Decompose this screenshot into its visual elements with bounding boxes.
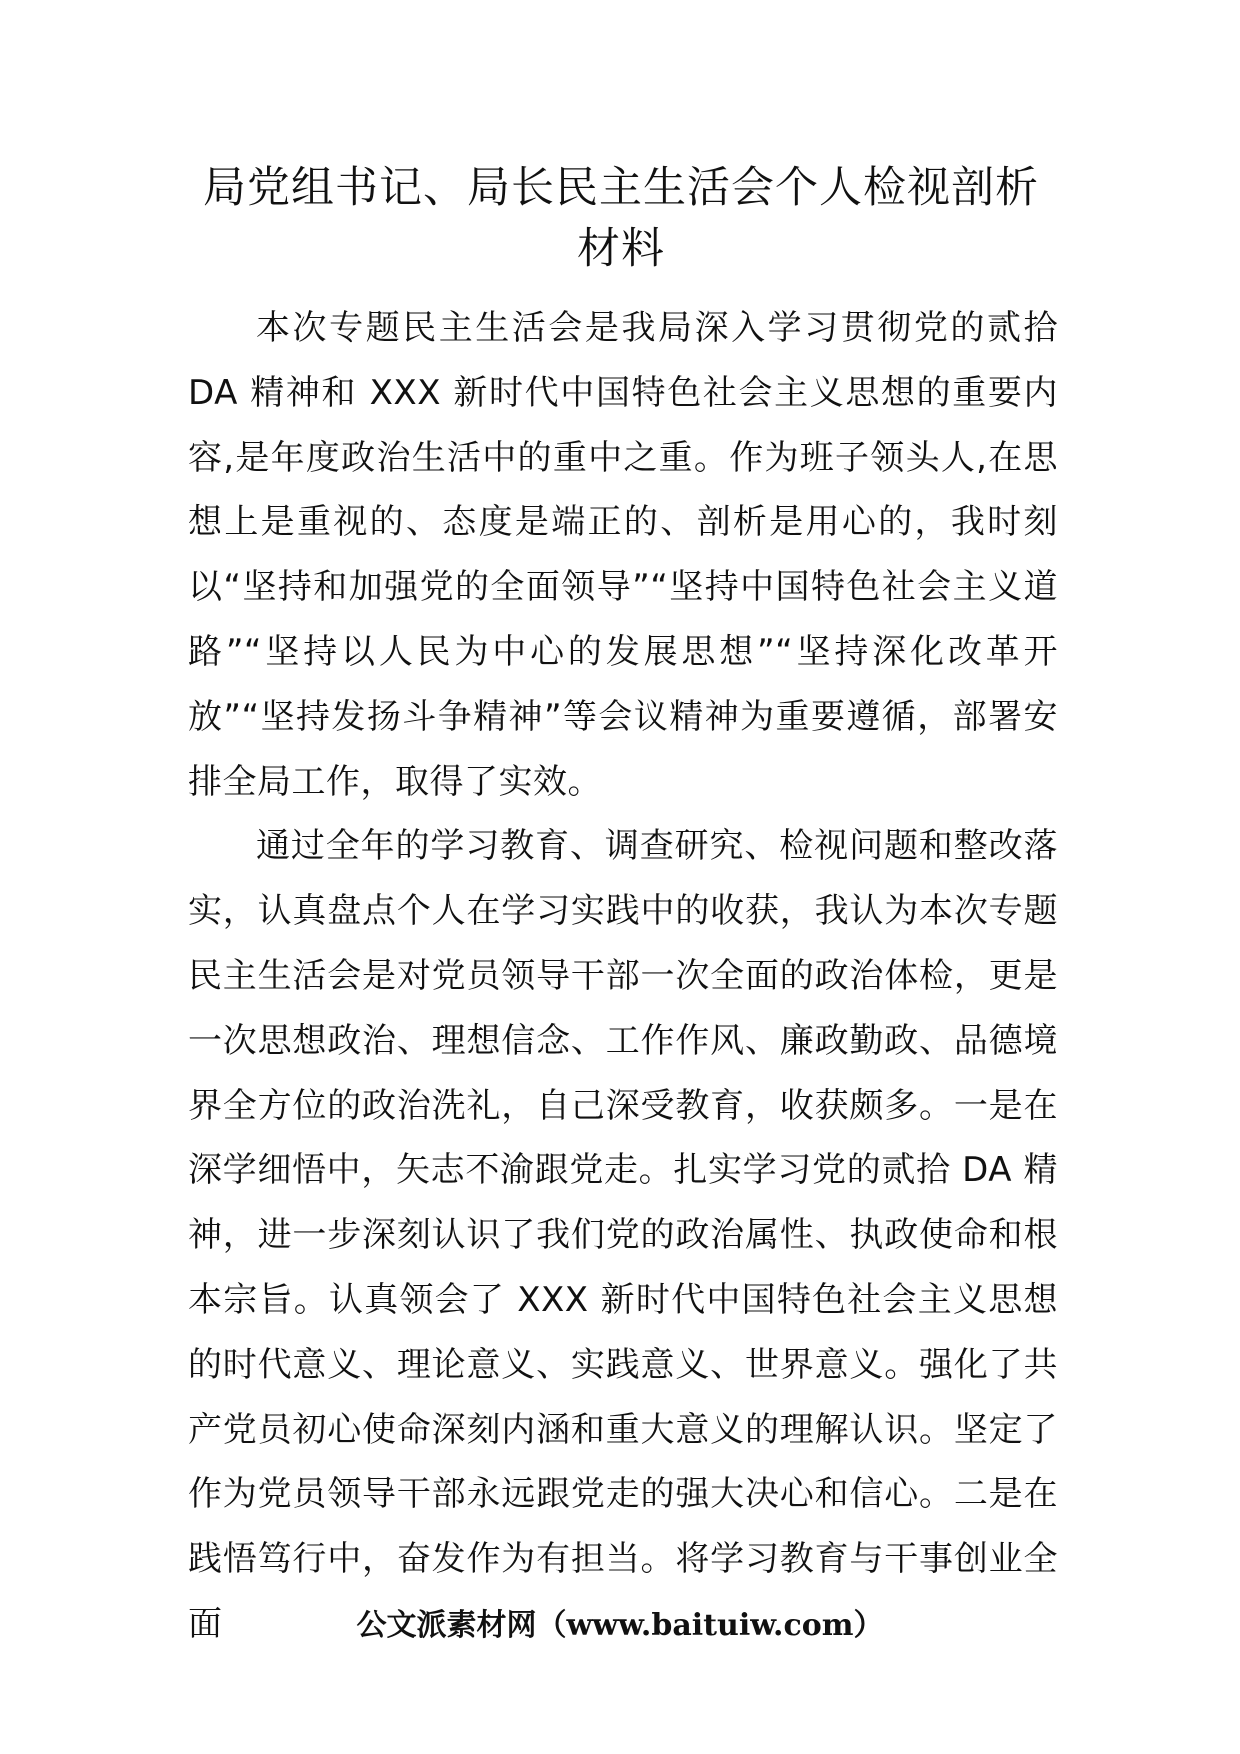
paragraph: 本次专题民主生活会是我局深入学习贯彻党的贰拾 DA 精神和 XXX 新时代中国特色社会主义思想的重要内容,是年度政治生活中的重中之重。作为班子领头人,在思想上是重视的、态度是端正的、剖析是用心的，我时刻以“坚持和加强党的全面领导”“坚持中国特色社会主义道路”“坚持以人民为中心的发展思想”“坚持深化改革开放”“坚持发扬斗争精神”等会议精神为重要遵循，部署安排全局工作，取得了实效。 [188,308,1058,802]
footer-watermark: 公文派素材网（www.baituiw.com） [356,1608,884,1643]
document-title: 局党组书记、局长民主生活会个人检视剖析材料 [203,163,1039,274]
document-body [188,296,1058,1657]
paragraph: 通过全年的学习教育、调查研究、检视问题和整改落实，认真盘点个人在学习实践中的收获，我认为本次专题民主生活会是对党员领导干部一次全面的政治体检，更是一次思想政治、理想信念、工作作风、廉政勤政、品德境界全方位的政治洗礼，自己深受教育，收获颇多。一是在深学细悟中，矢志不渝跟党走。扎实学习党的贰拾 DA 精神，进一步深刻认识了我们党的政治属性、执政使命和根本宗旨。认真领会了 XXX 新时代中国特色社会主义思想的时代意义、理论意义、实践意义、世界意义。强化了共产党员初心使命深刻内涵和重大意义的理解认识。坚定了作为党员领导干部永远跟党走的强大决心和信心。二是在践悟笃行中，奋发作为有担当。将学习教育与干事创业全面 [188,826,1058,1644]
